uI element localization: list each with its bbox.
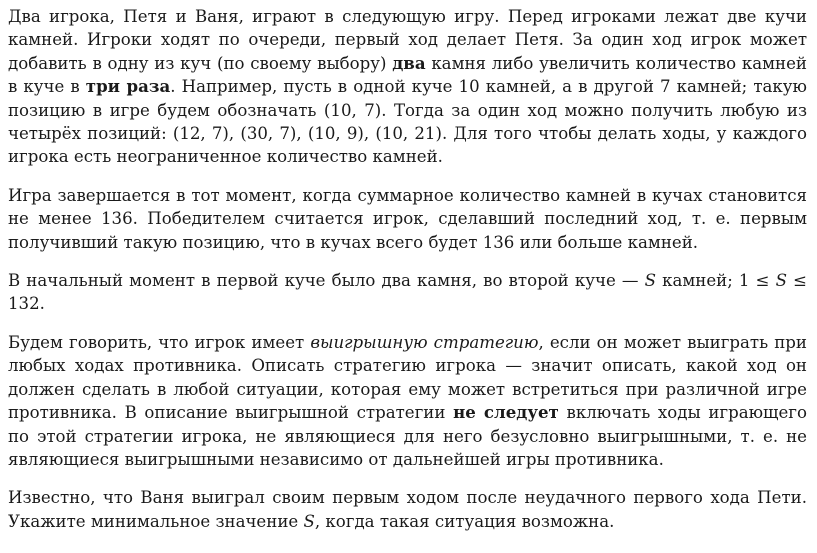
- text: камней; 1 ≤: [655, 271, 776, 291]
- paragraph-initial-position: [8, 269, 807, 316]
- text: , когда такая ситуация возможна.: [314, 511, 615, 531]
- bold-should-not: не следует: [453, 402, 559, 423]
- text: Два игрока, Петя и Ваня, играют в следующую игру. Перед игроками лежат две кучи камней. Игроки ходят по очереди, первый ход делает Петя. За один ход игрок может добавить в одну из куч (по своему выбору): [8, 7, 807, 73]
- bold-three-times: три раза: [85, 76, 171, 97]
- text: Известно, что Ваня выиграл своим первым ходом после неудачного первого хода Пети. Укажите минимальное значение: [8, 488, 807, 531]
- variable-s: S: [303, 511, 315, 531]
- text: включать ходы играющего по этой стратегии игрока, не являющиеся для него безусловно выигрышными, т. е. не являющиеся выигрышными независимо от дальнейшей игры противника.: [8, 403, 807, 469]
- variable-s: S: [644, 271, 656, 291]
- variable-s: S: [775, 271, 787, 291]
- text: . Например, пусть в одной куче 10 камней, а в другой 7 камней; такую позицию в игре будем обозначать (10, 7). Тогда за один ход можно получить любую из четырёх позиций: (12, 7), (30, 7), (10, 9), (10, 21). Для того чтобы делать ходы, у каждого игрока есть неограниченное количество камней.: [8, 77, 807, 167]
- text: ≤ 132.: [8, 271, 808, 314]
- bold-two: два: [392, 52, 426, 73]
- text: камня либо увеличить количество камней в куче в: [8, 53, 807, 97]
- text: Будем говорить, что игрок имеет: [8, 332, 311, 352]
- paragraph-question: [8, 486, 807, 533]
- text: , если он может выиграть при любых ходах противника. Описать стратегию игрока — значит описать, какой ход он должен сделать в любой ситуации, которая ему может встретиться при различной игре противника. В описание выигрышной стратегии: [8, 332, 807, 423]
- text: Игра завершается в тот момент, когда суммарное количество камней в кучах становится не менее 136. Победителем считается игрок, сделавший последний ход, т. е. первым получивший такую позицию, что в кучах всего будет 136 или больше камней.: [8, 185, 807, 252]
- paragraph-winning-strategy: [8, 331, 807, 471]
- text: В начальный момент в первой куче было два камня, во второй куче —: [8, 271, 645, 291]
- paragraph-game-end: [8, 184, 807, 254]
- italic-winning-strategy: выигрышную стратегию: [310, 332, 539, 352]
- paragraph-game-rules: [8, 5, 807, 169]
